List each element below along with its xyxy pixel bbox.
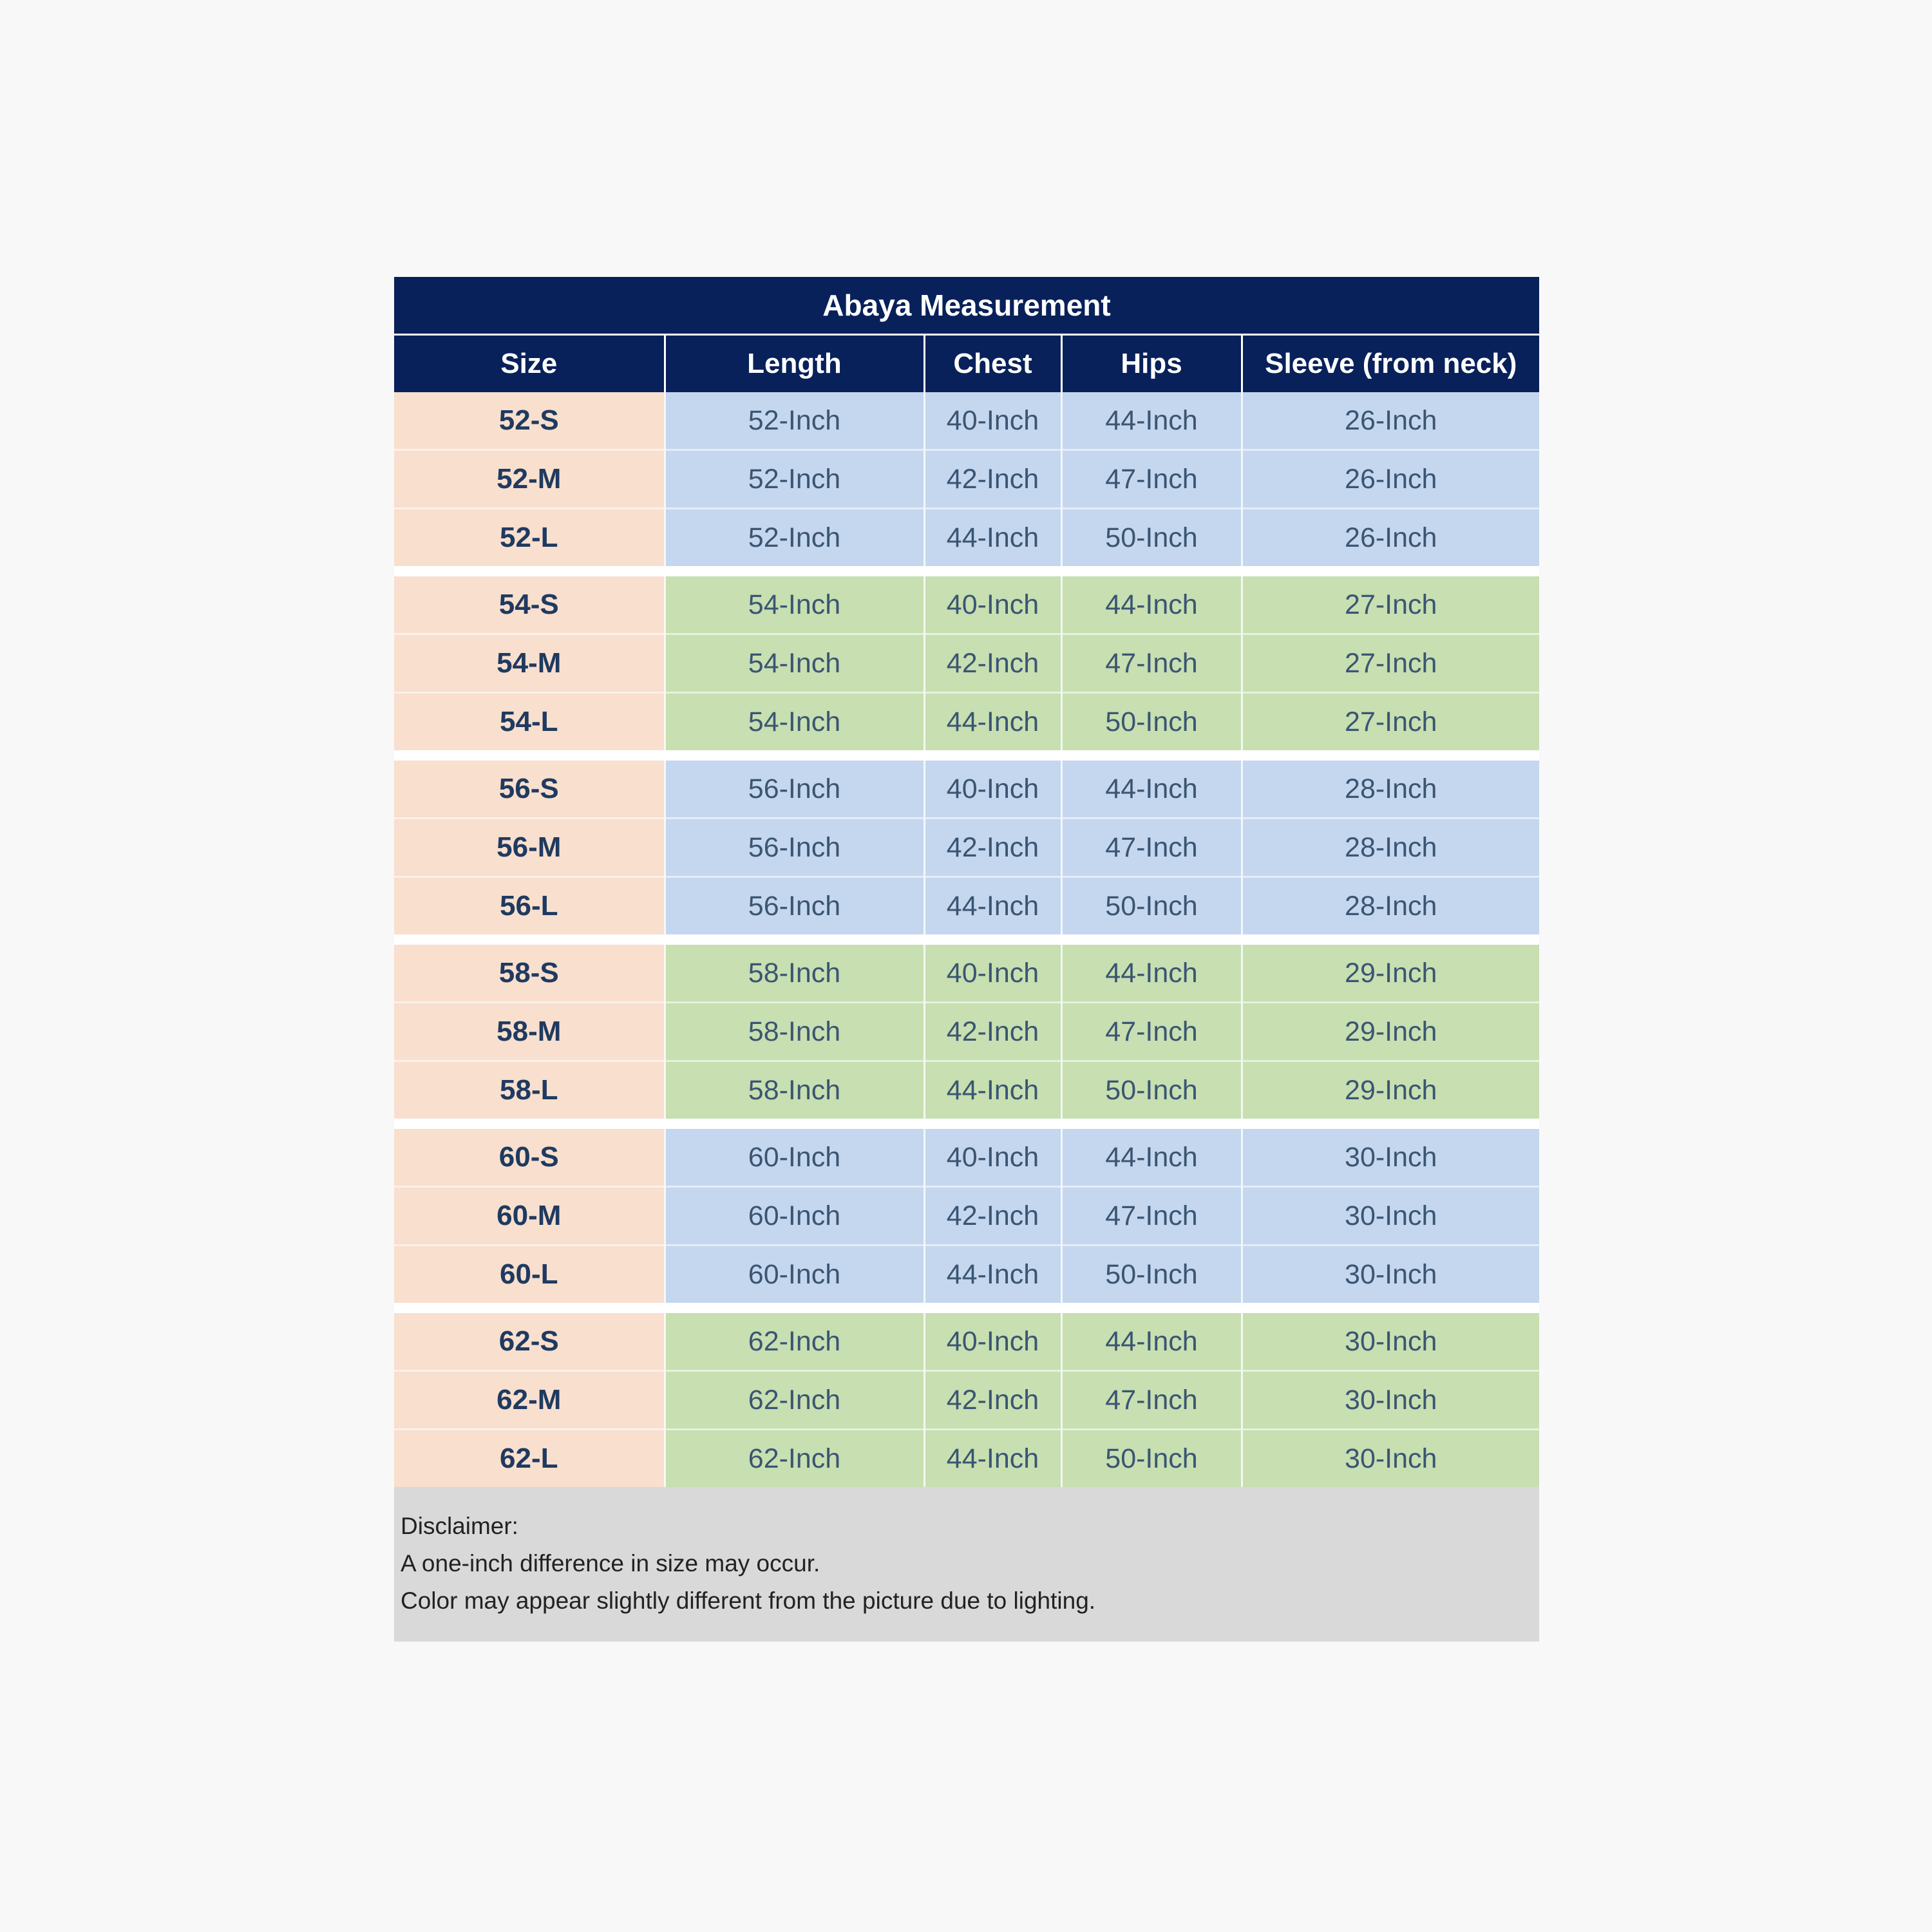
measurement-table — [394, 336, 1539, 1487]
size-cell: 62-L — [394, 1430, 665, 1488]
hips-cell: 47-Inch — [1061, 1187, 1242, 1245]
table-row — [394, 1061, 1539, 1124]
disclaimer-box — [394, 1487, 1539, 1642]
sleeve-cell: 26-Inch — [1242, 392, 1539, 450]
sleeve-cell: 30-Inch — [1242, 1187, 1539, 1245]
sleeve-cell: 30-Inch — [1242, 1245, 1539, 1309]
disclaimer-heading: Disclaimer: — [401, 1513, 518, 1539]
header-size: Size — [394, 336, 665, 392]
header-row — [394, 336, 1539, 392]
size-cell: 62-S — [394, 1308, 665, 1371]
table-row — [394, 1430, 1539, 1488]
header-sleeve: Sleeve (from neck) — [1242, 336, 1539, 392]
hips-cell: 50-Inch — [1061, 1061, 1242, 1124]
chest-cell: 44-Inch — [924, 1061, 1061, 1124]
hips-cell: 44-Inch — [1061, 755, 1242, 819]
sleeve-cell: 28-Inch — [1242, 755, 1539, 819]
hips-cell: 47-Inch — [1061, 1003, 1242, 1061]
chest-cell: 40-Inch — [924, 392, 1061, 450]
length-cell: 62-Inch — [665, 1308, 924, 1371]
length-cell: 60-Inch — [665, 1124, 924, 1187]
length-cell: 60-Inch — [665, 1187, 924, 1245]
length-cell: 56-Inch — [665, 819, 924, 877]
length-cell: 52-Inch — [665, 450, 924, 509]
sleeve-cell: 29-Inch — [1242, 1061, 1539, 1124]
chart-title: Abaya Measurement — [394, 277, 1539, 336]
length-cell: 52-Inch — [665, 392, 924, 450]
hips-cell: 50-Inch — [1061, 509, 1242, 572]
length-cell: 54-Inch — [665, 693, 924, 756]
size-chart — [394, 277, 1539, 1642]
table-row — [394, 392, 1539, 450]
length-cell: 58-Inch — [665, 940, 924, 1003]
chest-cell: 40-Inch — [924, 1124, 1061, 1187]
header-chest: Chest — [924, 336, 1061, 392]
table-row — [394, 1003, 1539, 1061]
size-cell: 54-S — [394, 571, 665, 634]
hips-cell: 47-Inch — [1061, 450, 1242, 509]
table-row — [394, 819, 1539, 877]
length-cell: 56-Inch — [665, 755, 924, 819]
size-cell: 62-M — [394, 1371, 665, 1430]
table-row — [394, 571, 1539, 634]
size-cell: 58-L — [394, 1061, 665, 1124]
size-cell: 52-L — [394, 509, 665, 572]
sleeve-cell: 30-Inch — [1242, 1124, 1539, 1187]
size-cell: 56-S — [394, 755, 665, 819]
table-row — [394, 755, 1539, 819]
chest-cell: 40-Inch — [924, 755, 1061, 819]
hips-cell: 44-Inch — [1061, 392, 1242, 450]
length-cell: 58-Inch — [665, 1003, 924, 1061]
header-length: Length — [665, 336, 924, 392]
sleeve-cell: 30-Inch — [1242, 1371, 1539, 1430]
sleeve-cell: 29-Inch — [1242, 940, 1539, 1003]
table-row — [394, 1124, 1539, 1187]
size-cell: 56-L — [394, 877, 665, 940]
hips-cell: 47-Inch — [1061, 1371, 1242, 1430]
size-cell: 52-S — [394, 392, 665, 450]
size-cell: 58-S — [394, 940, 665, 1003]
header-hips: Hips — [1061, 336, 1242, 392]
sleeve-cell: 29-Inch — [1242, 1003, 1539, 1061]
disclaimer-line: Color may appear slightly different from the picture due to lighting. — [401, 1587, 1096, 1614]
chest-cell: 40-Inch — [924, 571, 1061, 634]
sleeve-cell: 30-Inch — [1242, 1308, 1539, 1371]
length-cell: 54-Inch — [665, 634, 924, 693]
table-row — [394, 693, 1539, 756]
hips-cell: 50-Inch — [1061, 877, 1242, 940]
chest-cell: 44-Inch — [924, 509, 1061, 572]
chest-cell: 44-Inch — [924, 1245, 1061, 1309]
chest-cell: 40-Inch — [924, 1308, 1061, 1371]
chest-cell: 42-Inch — [924, 450, 1061, 509]
table-row — [394, 1371, 1539, 1430]
length-cell: 52-Inch — [665, 509, 924, 572]
hips-cell: 50-Inch — [1061, 1245, 1242, 1309]
size-cell: 56-M — [394, 819, 665, 877]
table-row — [394, 509, 1539, 572]
hips-cell: 44-Inch — [1061, 1308, 1242, 1371]
sleeve-cell: 28-Inch — [1242, 819, 1539, 877]
table-row — [394, 877, 1539, 940]
table-row — [394, 1245, 1539, 1309]
size-cell: 60-S — [394, 1124, 665, 1187]
chest-cell: 42-Inch — [924, 1371, 1061, 1430]
size-cell: 60-L — [394, 1245, 665, 1309]
chest-cell: 44-Inch — [924, 877, 1061, 940]
length-cell: 58-Inch — [665, 1061, 924, 1124]
length-cell: 62-Inch — [665, 1371, 924, 1430]
size-cell: 58-M — [394, 1003, 665, 1061]
sleeve-cell: 27-Inch — [1242, 571, 1539, 634]
hips-cell: 47-Inch — [1061, 819, 1242, 877]
table-row — [394, 634, 1539, 693]
sleeve-cell: 26-Inch — [1242, 450, 1539, 509]
chest-cell: 42-Inch — [924, 1187, 1061, 1245]
length-cell: 54-Inch — [665, 571, 924, 634]
size-cell: 52-M — [394, 450, 665, 509]
table-row — [394, 1308, 1539, 1371]
length-cell: 60-Inch — [665, 1245, 924, 1309]
table-body — [394, 392, 1539, 1487]
table-row — [394, 940, 1539, 1003]
hips-cell: 50-Inch — [1061, 1430, 1242, 1488]
sleeve-cell: 28-Inch — [1242, 877, 1539, 940]
chest-cell: 42-Inch — [924, 819, 1061, 877]
chest-cell: 42-Inch — [924, 1003, 1061, 1061]
chest-cell: 44-Inch — [924, 693, 1061, 756]
table-row — [394, 450, 1539, 509]
length-cell: 62-Inch — [665, 1430, 924, 1488]
size-cell: 54-M — [394, 634, 665, 693]
hips-cell: 44-Inch — [1061, 940, 1242, 1003]
chest-cell: 42-Inch — [924, 634, 1061, 693]
hips-cell: 44-Inch — [1061, 571, 1242, 634]
size-cell: 54-L — [394, 693, 665, 756]
hips-cell: 47-Inch — [1061, 634, 1242, 693]
hips-cell: 44-Inch — [1061, 1124, 1242, 1187]
hips-cell: 50-Inch — [1061, 693, 1242, 756]
sleeve-cell: 27-Inch — [1242, 634, 1539, 693]
sleeve-cell: 27-Inch — [1242, 693, 1539, 756]
size-cell: 60-M — [394, 1187, 665, 1245]
table-row — [394, 1187, 1539, 1245]
disclaimer-line: A one-inch difference in size may occur. — [401, 1550, 820, 1577]
sleeve-cell: 30-Inch — [1242, 1430, 1539, 1488]
sleeve-cell: 26-Inch — [1242, 509, 1539, 572]
length-cell: 56-Inch — [665, 877, 924, 940]
chest-cell: 40-Inch — [924, 940, 1061, 1003]
chest-cell: 44-Inch — [924, 1430, 1061, 1488]
